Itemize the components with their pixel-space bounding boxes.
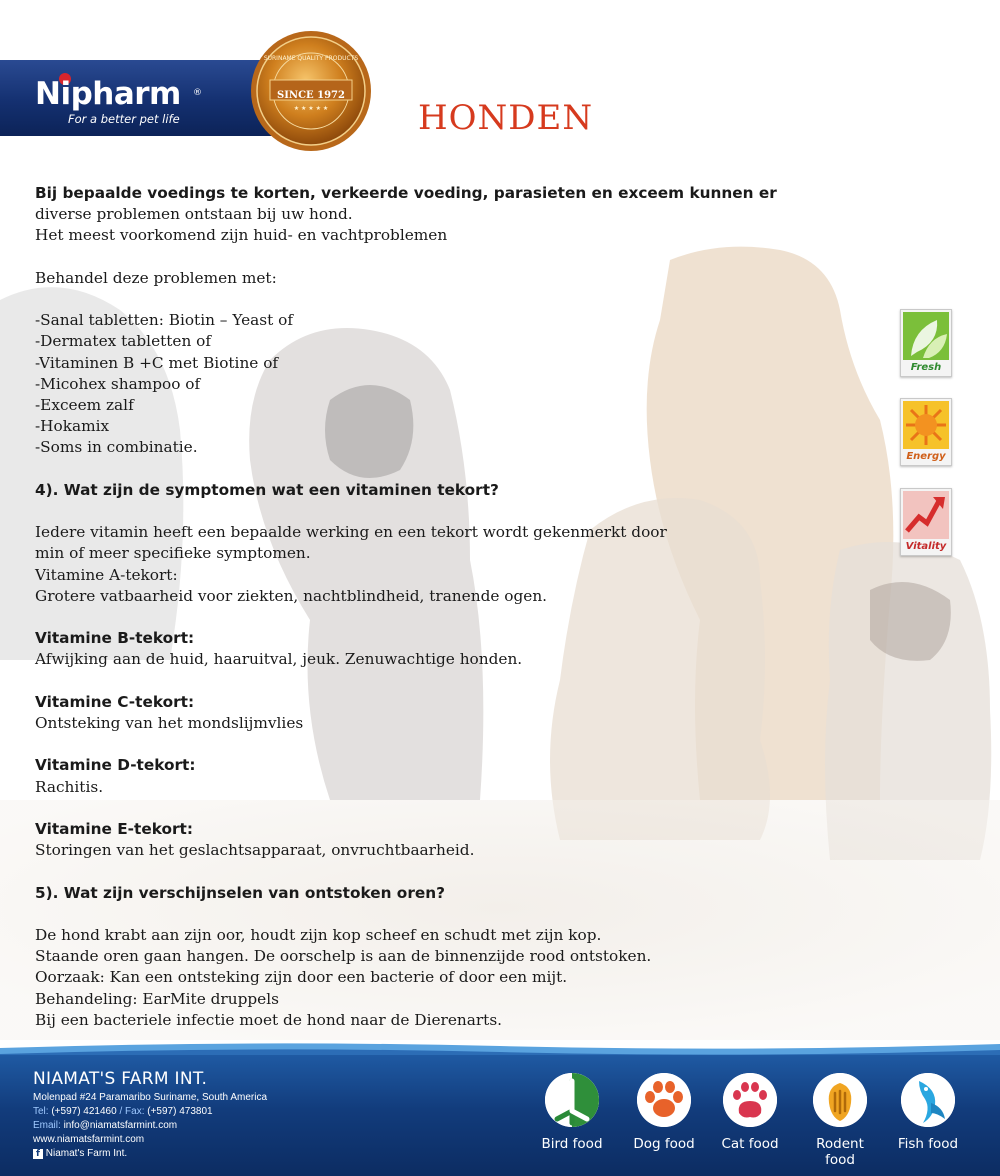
svg-text:★ ★ ★ ★ ★: ★ ★ ★ ★ ★ <box>293 105 329 112</box>
fresh-badge <box>900 309 952 377</box>
section-heading: 5). Wat zijn verschijnselen van ontstoken oren? <box>35 883 445 902</box>
seal-ring-text: SURINAME QUALITY PRODUCTS <box>263 55 359 62</box>
paragraph-line: Iedere vitamin heeft een bepaalde werking en een tekort wordt gekenmerkt door <box>35 523 667 542</box>
paragraph-line: Bij een bacteriele infectie moet de hond naar de Dierenarts. <box>35 1010 503 1029</box>
vitality-badge <box>900 488 952 556</box>
vitamin-e-heading: Vitamine E-tekort: <box>35 819 193 838</box>
energy-badge <box>900 398 952 466</box>
treatment-item: -Soms in combinatie. <box>35 438 198 457</box>
treatment-item: -Hokamix <box>35 417 110 436</box>
leaf-icon <box>903 312 949 360</box>
energy-badge-label: Energy <box>906 451 946 462</box>
bird-foot-icon <box>545 1073 599 1127</box>
vitamin-d-text: Rachitis. <box>35 777 104 796</box>
vitamin-b-text: Afwijking aan de huid, haaruitval, jeuk. Zenuwachtige honden. <box>35 650 523 669</box>
category-label: Cat food <box>721 1136 779 1152</box>
vitamin-c-heading: Vitamine C-tekort: <box>35 692 195 711</box>
intro-line: Het meest voorkomend zijn huid- en vachtproblemen <box>35 226 448 245</box>
fax-label: / Fax: <box>119 1106 145 1117</box>
cat-paw-icon <box>723 1073 777 1127</box>
category-label: Dog food <box>633 1136 695 1152</box>
category-bird-food[interactable] <box>532 1073 612 1152</box>
seal-since-text: SINCE 1972 <box>277 90 345 101</box>
intro-lead: Bij bepaalde voedings te korten, verkeerde voeding, parasieten en exceem kunnen er <box>35 184 777 202</box>
vitamin-a-heading: Vitamine A-tekort: <box>35 565 178 584</box>
vitamin-b-heading: Vitamine B-tekort: <box>35 629 195 648</box>
brand-logo[interactable]: Nipharm <box>35 76 181 112</box>
paragraph-line: Staande oren gaan hangen. De oorschelp is aan de binnenzijde rood ontstoken. <box>35 947 652 966</box>
treatment-item: -Sanal tabletten: Biotin – Yeast of <box>35 311 293 330</box>
vitamin-a-text: Grotere vatbaarheid voor ziekten, nachtblindheid, tranende ogen. <box>35 586 548 605</box>
category-label: Rodent food <box>816 1136 864 1168</box>
company-address: Molenpad #24 Paramaribo Suriname, South America <box>33 1092 268 1103</box>
paragraph-line: De hond krabt aan zijn oor, houdt zijn kop scheef en schudt met zijn kop. <box>35 925 602 944</box>
facebook-icon: f <box>33 1149 43 1159</box>
category-rodent-food[interactable] <box>800 1073 880 1168</box>
company-email <box>33 1120 177 1131</box>
sun-icon <box>903 401 949 449</box>
dog-paw-icon <box>637 1073 691 1127</box>
tel-number[interactable]: (+597) 421460 <box>51 1106 117 1117</box>
treatment-item: -Vitaminen B +C met Biotine of <box>35 353 279 372</box>
vitamin-d-heading: Vitamine D-tekort: <box>35 756 196 775</box>
rodent-paw-icon <box>813 1073 867 1127</box>
fresh-badge-label: Fresh <box>910 362 942 373</box>
email-label: Email: <box>33 1120 61 1131</box>
treatment-intro: Behandel deze problemen met: <box>35 268 277 287</box>
facebook-link[interactable] <box>33 1148 127 1159</box>
intro-line: diverse problemen ontstaan bij uw hond. <box>35 205 353 224</box>
paragraph-line: min of meer specifieke symptomen. <box>35 544 311 563</box>
treatment-item: -Dermatex tabletten of <box>35 332 212 351</box>
article-body <box>35 183 895 1031</box>
paragraph-line: Oorzaak: Kan een ontsteking zijn door een bacterie of door een mijt. <box>35 968 568 987</box>
treatment-item: -Exceem zalf <box>35 396 134 414</box>
vitamin-e-text: Storingen van het geslachtsapparaat, onvruchtbaarheid. <box>35 841 475 860</box>
growth-arrow-icon <box>903 491 949 539</box>
category-label: Bird food <box>541 1136 603 1152</box>
category-label: Fish food <box>897 1136 959 1152</box>
email-link[interactable]: info@niamatsfarmint.com <box>63 1120 178 1131</box>
vitality-badge-label: Vitality <box>905 541 947 552</box>
website-link[interactable]: www.niamatsfarmint.com <box>33 1134 145 1145</box>
treatment-item: -Micohex shampoo of <box>35 374 201 393</box>
fax-number: (+597) 473801 <box>147 1106 213 1117</box>
company-name: NIAMAT'S FARM INT. <box>33 1069 208 1089</box>
category-fish-food[interactable] <box>888 1073 968 1152</box>
fish-icon <box>901 1073 955 1127</box>
brand-tagline: For a better pet life <box>68 112 180 126</box>
brand-registered-mark: ® <box>193 88 202 98</box>
category-dog-food[interactable] <box>624 1073 704 1152</box>
page-title: HONDEN <box>418 98 594 138</box>
paragraph-line: Behandeling: EarMite druppels <box>35 989 279 1008</box>
tel-label: Tel: <box>33 1106 49 1117</box>
facebook-label: Niamat's Farm Int. <box>45 1148 128 1159</box>
vitamin-c-text: Ontsteking van het mondslijmvlies <box>35 713 304 732</box>
company-phone <box>33 1106 213 1117</box>
category-cat-food[interactable] <box>710 1073 790 1152</box>
section-heading: 4). Wat zijn de symptomen wat een vitaminen tekort? <box>35 480 499 499</box>
